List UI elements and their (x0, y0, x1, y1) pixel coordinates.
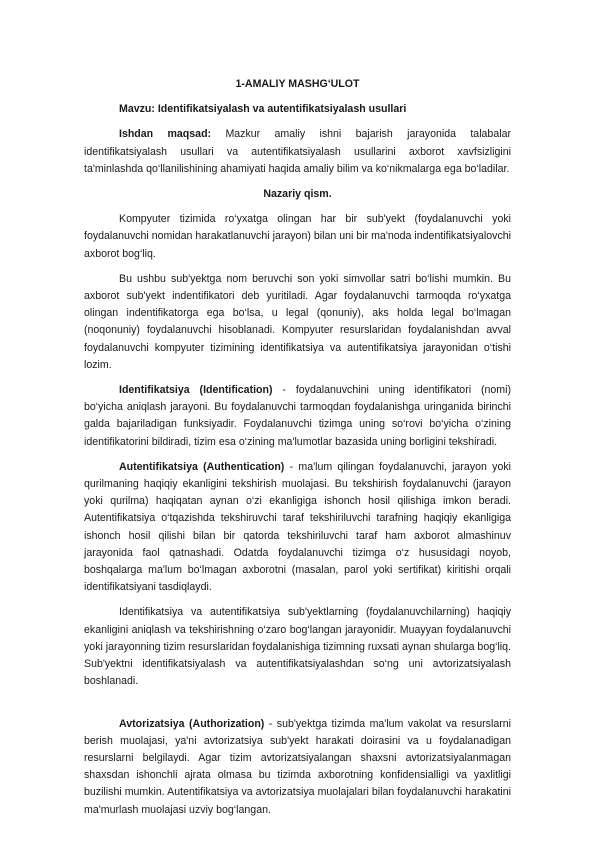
authorization-paragraph (84, 716, 511, 819)
goal-paragraph (84, 126, 511, 178)
authentication-paragraph (84, 459, 511, 597)
identifier-paragraph: Bu ushbu sub'yektga nom beruvchi son yoki simvollar satri bo‘lishi mumkin. Bu axborot sub'yekt indentifikatori deb yuritiladi. Agar foydalanuvchi tarmoqda ro‘yxatga olingan indentifikatorga ega bo‘lsa, u legal (qonuniy), aks holda legal bo‘lmagan (noqonuniy) foydalanuvchi hisoblanadi. Kompyuter resurslaridan foydalanishdan avval foydalanuvchi kompyuter tizimining identifikatsiya va autentifikatsiya jarayonidan o‘tishi lozim. (84, 272, 511, 371)
identification-text: - foydalanuvchini uning identifikatori (nomi) bo‘yicha aniqlash jarayoni. Bu foydalanuvchi tarmoqdan foydalanishga uringanida birinchi galda bajariladigan funksiyadir. Foydalanuvchi tizimga uning so‘rovi bo‘yicha o‘zining identifikatorini bildiradi, tizim esa o‘zining ma'lumotlar bazasida uning borligini tekshiradi. (84, 384, 511, 448)
subject-paragraph: Kompyuter tizimida ro‘yxatga olingan har bir sub'yekt (foydalanuvchi yoki foydalanuvchi nomidan harakatlanuvchi jarayon) bilan uni bir ma'noda indentifikatsiyalovchi axborot bog‘liq. (84, 213, 511, 260)
authentication-text: - ma'lum qilingan foydalanuvchi, jarayon yoki qurilmaning haqiqiy ekanligini tekshirish muolajasi. Bu tekshirish foydalanuvchi (jarayon yoki qurilma) haqiqatan aynan o‘zi ekanligiga ishonch hosil qilishiga imkon beradi. Autentifikatsiya o‘tqazishda tekshiruvchi taraf tekshiriluvchi tarafning haqiqiy ekanligiga ishonch hosil qilishi bilan bir qatorda tekshiriluvchi taraf ham axborot almashinuv jarayonida faol qatnashadi. Odatda foydalanuvchi tizimga o‘z hususidagi noyob, boshqalarga ma'lum bo‘lmagan axborotni (masalan, parol yoki sertifikat) kiritishi orqali identifikatsiyani tasdiqlaydi. (84, 460, 511, 594)
relation-paragraph: Identifikatsiya va autentifikatsiya sub'yektlarning (foydalanuvchilarning) haqiqiy ekanligini aniqlash va tekshirishning o‘zaro bog‘langan jarayonidir. Muayyan foydalanuvchi yoki jarayonning tizim resurslaridan foydalanishiga tizimning ruxsati aynan shularga bog‘liq. Sub'yektni identifikatsiyalash va autentifikatsiyalashdan so‘ng uni avtorizatsiyalash boshlanadi. (84, 606, 511, 688)
identification-paragraph (84, 382, 511, 451)
identification-label: Identifikatsiya (Identification) (119, 384, 273, 397)
authorization-text: - sub'yektga tizimda ma'lum vakolat va resurslarni berish muolajasi, ya'ni avtorizatsiya sub'yekt harakati doirasini va u foydalanadigan resurslarni belgilaydi. Agar tizim avtorizatsiyalangan shaxsni avtorizatsiyalanmagan shaxsdan ishonchli ajrata olmasa bu tizimda axborotning konfidensialligi va yaxlitligi buzilishi mumkin. Autentifikatsiya va avtorizatsiya muolajalari bilan foydalanuvchi harakatini ma'murlash muolajasi uzviy bog‘langan. (84, 717, 511, 816)
theory-heading: Nazariy qism. (263, 188, 332, 201)
goal-label: Ishdan maqsad: (119, 128, 212, 141)
authorization-label: Avtorizatsiya (Authorization) (119, 717, 265, 730)
blank-line (84, 699, 511, 716)
goal-text: Mazkur amaliy ishni bajarish jarayonida talabalar identifikatsiyalash usullari va autentifikatsiyalash usullarini axborot xavfsizligini ta'minlashda qo‘llanilishining ahamiyati haqida amaliy bilim va ko‘nikmalarga ega bo‘ladilar. (84, 128, 511, 175)
document-page (84, 76, 511, 827)
authentication-label: Autentifikatsiya (Authentication) (119, 460, 285, 473)
document-title: 1-AMALIY MASHG‘ULOT (235, 78, 360, 90)
subject-line: Mavzu: Identifikatsiyalash va autentifikatsiyalash usullari (119, 103, 407, 116)
